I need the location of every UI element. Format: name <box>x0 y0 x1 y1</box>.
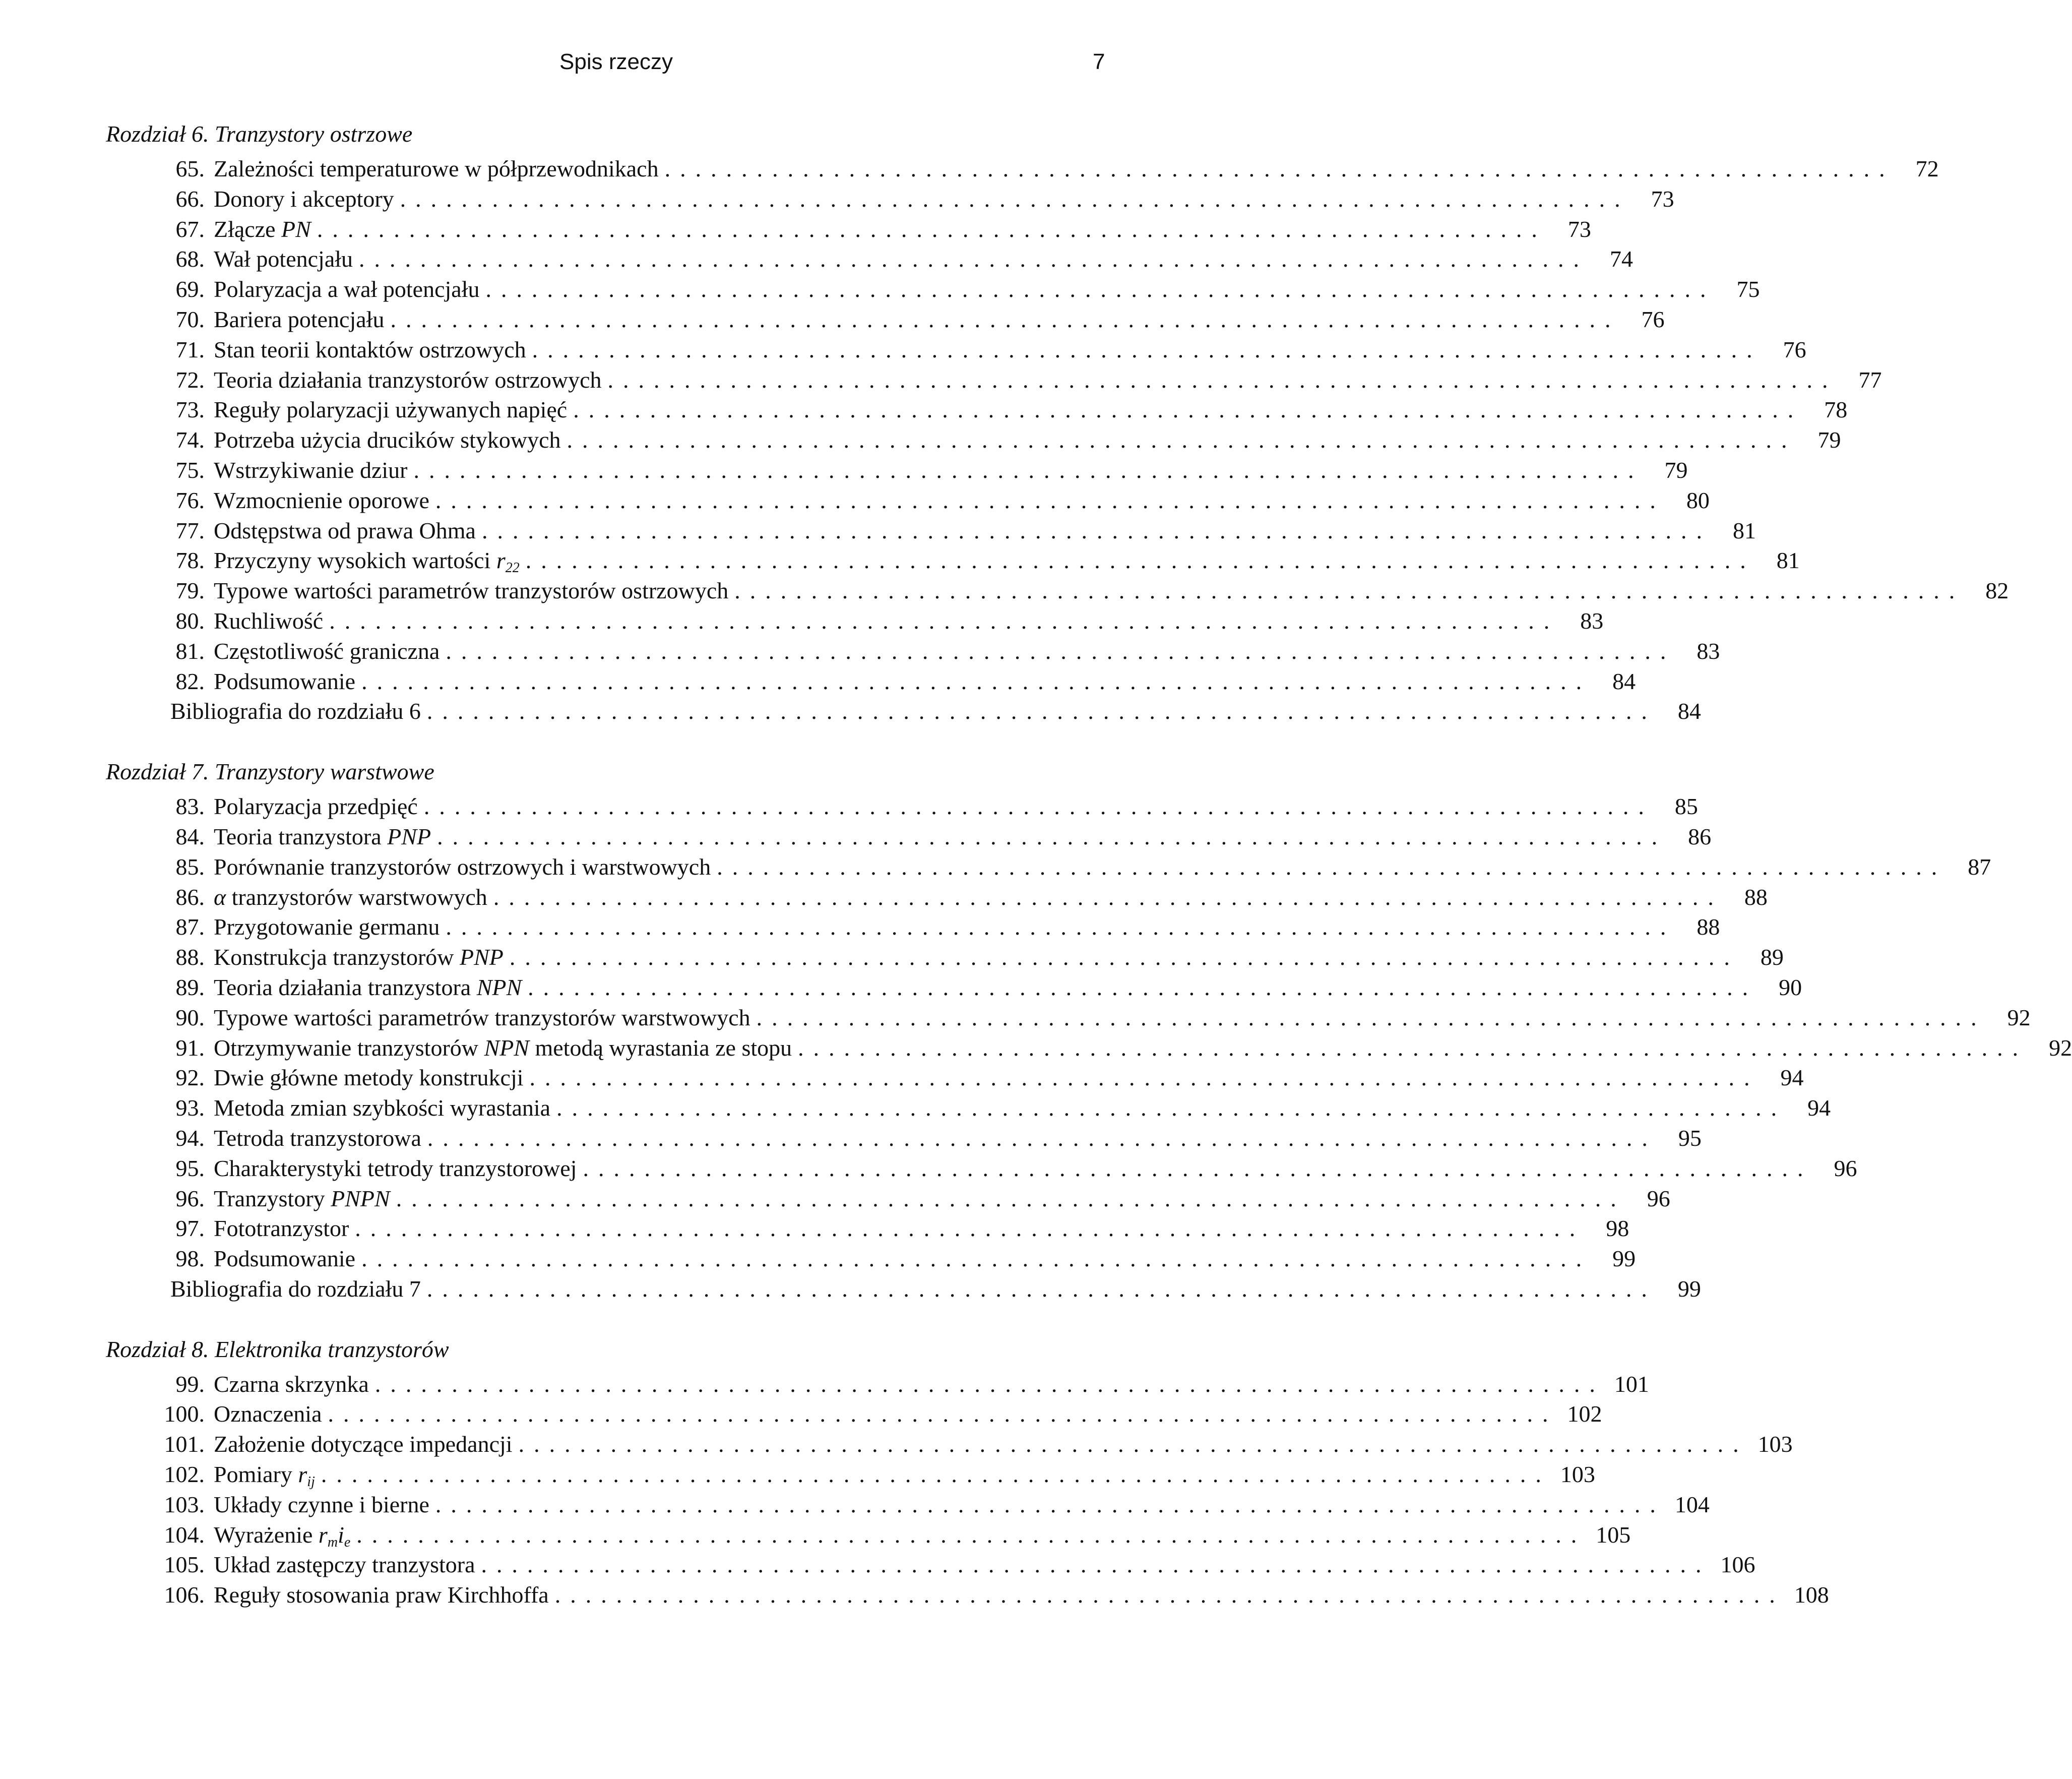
entry-page: 77 <box>1858 366 1882 393</box>
entry-title <box>214 942 504 972</box>
entry-number: 94. <box>175 1125 205 1151</box>
entry-page: 86 <box>1688 823 1712 849</box>
entry-page: 103 <box>1560 1461 1595 1488</box>
toc-entry[interactable] <box>101 1184 1670 1214</box>
entry-title <box>214 1063 524 1093</box>
entry-number: 90. <box>175 1004 205 1030</box>
entry-title-italic: PNP <box>460 944 504 970</box>
entry-title-text: tranzystorów warstwowych <box>226 884 487 910</box>
dot-leader: ................................................................................ <box>374 1371 1605 1397</box>
entry-page: 81 <box>1732 517 1756 543</box>
entry-title-text: metodą wyrastania ze stopu <box>529 1034 792 1061</box>
entry-number: 76. <box>175 487 205 513</box>
entry-title <box>214 1399 322 1429</box>
entry-page: 90 <box>1779 974 1802 1000</box>
dot-leader: ................................................................................ <box>423 793 1654 820</box>
entry-number: 66. <box>175 186 205 212</box>
dot-leader: ................................................................................ <box>446 914 1676 940</box>
dot-leader: ................................................................................ <box>435 487 1665 513</box>
toc-entry[interactable] <box>101 365 1882 395</box>
entry-number: 84. <box>175 823 205 849</box>
dot-leader: ................................................................................ <box>400 186 1630 212</box>
running-header-title: Spis rzeczy <box>559 49 673 74</box>
entry-title-subscript: e <box>344 1534 351 1550</box>
dot-leader: ................................................................................ <box>355 1215 1585 1242</box>
entry-number: 77. <box>175 517 205 543</box>
entry-number: 102. <box>164 1461 205 1488</box>
entry-title-text: Fototranzystor <box>214 1215 349 1242</box>
dot-leader: ................................................................................ <box>485 276 1716 302</box>
entry-title-text: Charakterystyki tetrody tranzystorowej <box>214 1155 577 1181</box>
entry-number: 89. <box>175 974 205 1000</box>
toc-entry[interactable] <box>101 1153 1857 1184</box>
entry-page: 73 <box>1651 186 1674 212</box>
entry-title-subscript: m <box>327 1534 338 1550</box>
entry-title <box>214 274 479 304</box>
entry-page: 88 <box>1744 884 1768 910</box>
entry-title-italic: PN <box>281 216 311 242</box>
entry-number: 98. <box>175 1246 205 1272</box>
entry-title-text: Reguły polaryzacji używanych napięć <box>214 397 568 423</box>
entry-number: 103. <box>164 1491 205 1517</box>
toc-entry[interactable] <box>101 1093 1831 1123</box>
dot-leader: ................................................................................ <box>329 607 1559 634</box>
dot-leader: ................................................................................ <box>717 853 1947 880</box>
entry-page: 103 <box>1757 1431 1793 1457</box>
entry-title-text: Konstrukcja tranzystorów <box>214 944 460 970</box>
entry-page: 94 <box>1780 1065 1804 1091</box>
dot-leader: ................................................................................ <box>427 1125 1657 1151</box>
entry-title-text: Porównanie tranzystorów ostrzowych i warstwowych <box>214 853 711 880</box>
toc-entry[interactable] <box>101 1123 1702 1153</box>
dot-leader: ................................................................................ <box>532 336 1762 362</box>
entry-number: 72. <box>175 366 205 393</box>
dot-leader: ................................................................................ <box>607 366 1838 393</box>
dot-leader: ................................................................................ <box>554 1582 1785 1608</box>
entry-number: 86. <box>175 884 205 910</box>
toc-entry[interactable] <box>101 1459 1595 1490</box>
toc-entry[interactable] <box>101 154 1939 184</box>
entry-title-text: Przygotowanie germanu <box>214 914 440 940</box>
entry-title-text: Tetroda tranzystorowa <box>214 1125 421 1151</box>
entry-page: 92 <box>2049 1034 2072 1061</box>
entry-page: 80 <box>1686 487 1710 513</box>
toc-entry[interactable] <box>101 184 1674 214</box>
entry-page: 76 <box>1783 336 1806 362</box>
entry-title-text: Teoria tranzystora <box>214 823 388 849</box>
entry-page: 72 <box>1915 156 1939 181</box>
entry-number: 79. <box>175 578 205 604</box>
entry-page: 79 <box>1817 427 1841 453</box>
entry-title <box>214 822 431 852</box>
entry-title-text: Dwie główne metody konstrukcji <box>214 1065 524 1091</box>
table-of-contents <box>101 114 2072 1610</box>
toc-entry[interactable] <box>101 425 1841 455</box>
entry-page: 81 <box>1776 547 1800 574</box>
entry-title <box>214 1580 549 1610</box>
toc-entry[interactable] <box>101 214 1591 244</box>
entry-number: 91. <box>175 1034 205 1061</box>
entry-page: 104 <box>1674 1491 1710 1517</box>
entry-title <box>170 1274 421 1304</box>
entry-page: 82 <box>1985 578 2009 604</box>
dot-leader: ................................................................................ <box>529 1065 1760 1091</box>
entry-page: 78 <box>1824 397 1848 423</box>
dot-leader: ................................................................................ <box>798 1034 2028 1061</box>
entry-title-text: Wstrzykiwanie dziur <box>214 457 408 483</box>
entry-title <box>214 244 353 274</box>
entry-page: 84 <box>1612 668 1636 694</box>
toc-entry[interactable] <box>101 304 1665 335</box>
entry-title <box>214 1153 577 1184</box>
toc-entry[interactable] <box>101 485 1710 516</box>
entry-title-italic: PNPN <box>331 1185 390 1211</box>
entry-title-text: Bibliografia do rozdziału 7 <box>170 1275 421 1302</box>
toc-entry[interactable] <box>101 576 2009 606</box>
dot-leader: ................................................................................ <box>356 1521 1587 1548</box>
toc-entry[interactable] <box>101 1244 1636 1274</box>
entry-title-italic: r <box>318 1521 328 1548</box>
entry-title <box>214 214 311 244</box>
entry-page: 106 <box>1720 1552 1755 1578</box>
dot-leader: ................................................................................ <box>361 668 1592 694</box>
chapter-heading: Rozdział 8. Elektronika tranzystorów <box>106 1336 449 1362</box>
entry-title-text: Bariera potencjału <box>214 306 385 332</box>
entry-title-text: Stan teorii kontaktów ostrzowych <box>214 336 526 362</box>
entry-number: 82. <box>175 668 205 694</box>
entry-number: 68. <box>175 246 205 272</box>
entry-title <box>214 1003 750 1033</box>
page-number: 7 <box>1093 49 1105 74</box>
entry-page: 92 <box>2007 1004 2031 1030</box>
entry-page: 101 <box>1614 1371 1649 1397</box>
dot-leader: ................................................................................ <box>321 1461 1551 1488</box>
dot-leader: ................................................................................ <box>573 397 1803 423</box>
toc-entry[interactable] <box>101 1490 1710 1520</box>
entry-number: 96. <box>175 1185 205 1211</box>
entry-title-text: Bibliografia do rozdziału 6 <box>170 698 421 724</box>
entry-title <box>214 1123 421 1153</box>
entry-title-text: Podsumowanie <box>214 1246 356 1272</box>
entry-page: 75 <box>1736 276 1760 302</box>
entry-number: 67. <box>175 216 205 242</box>
entry-title-subscript: ij <box>307 1474 315 1490</box>
toc-entry[interactable] <box>101 882 1768 912</box>
entry-number: 78. <box>175 547 205 574</box>
dot-leader: ................................................................................ <box>481 517 1712 543</box>
entry-number: 75. <box>175 457 205 483</box>
toc-entry[interactable] <box>101 1003 2031 1033</box>
entry-page: 96 <box>1834 1155 1857 1181</box>
dot-leader: ................................................................................ <box>435 1491 1665 1517</box>
entry-title-text: Układ zastępczy tranzystora <box>214 1552 475 1578</box>
toc-entry[interactable] <box>101 1369 1649 1399</box>
entry-number: 74. <box>175 427 205 453</box>
entry-title-text: Typowe wartości parametrów tranzystorów ostrzowych <box>214 578 729 604</box>
entry-page: 99 <box>1677 1275 1701 1302</box>
entry-title <box>214 852 711 882</box>
entry-title <box>214 1369 369 1399</box>
entry-title-text: Polaryzacja przedpięć <box>214 793 418 820</box>
entry-title-text: Odstępstwa od prawa Ohma <box>214 517 476 543</box>
dot-leader: ................................................................................ <box>317 216 1547 242</box>
entry-page: 76 <box>1641 306 1665 332</box>
entry-title <box>214 154 659 184</box>
entry-page: 95 <box>1678 1125 1702 1151</box>
dot-leader: ................................................................................ <box>493 884 1723 910</box>
toc-entry[interactable] <box>101 1213 1629 1244</box>
entry-title-text: Podsumowanie <box>214 668 356 694</box>
entry-number: 92. <box>175 1065 205 1091</box>
entry-title-text: Czarna skrzynka <box>214 1371 369 1397</box>
entry-title <box>214 972 522 1003</box>
toc-entry[interactable] <box>101 395 1848 425</box>
entry-title-text: Tranzystory <box>214 1185 331 1211</box>
entry-title <box>214 791 418 822</box>
entry-title <box>214 1184 390 1214</box>
bibliography-entry[interactable] <box>101 696 1701 726</box>
entry-number: 93. <box>175 1095 205 1121</box>
entry-title <box>214 1490 429 1520</box>
toc-entry[interactable] <box>101 1033 2072 1063</box>
entry-title-text: Reguły stosowania praw Kirchhoffa <box>214 1582 549 1608</box>
dot-leader: ................................................................................ <box>481 1552 1711 1578</box>
dot-leader: ................................................................................ <box>556 1095 1787 1121</box>
toc-entry[interactable] <box>101 516 1756 546</box>
entry-title-text: Donory i akceptory <box>214 186 394 212</box>
bibliography-entry[interactable] <box>101 1274 1701 1304</box>
entry-title-text: Otrzymywanie tranzystorów <box>214 1034 484 1061</box>
entry-title-text: Ruchliwość <box>214 607 324 634</box>
dot-leader: ................................................................................ <box>446 638 1676 664</box>
entry-page: 94 <box>1807 1095 1831 1121</box>
entry-title <box>214 912 439 942</box>
entry-title-text: Przyczyny wysokich wartości <box>214 547 496 574</box>
entry-title <box>214 304 384 335</box>
dot-leader: ................................................................................ <box>756 1004 1986 1030</box>
entry-page: 89 <box>1760 944 1784 970</box>
entry-title-italic: r <box>298 1461 307 1488</box>
entry-title <box>214 1244 355 1274</box>
entry-title-italic: α <box>214 884 226 910</box>
entry-number: 83. <box>175 793 205 820</box>
toc-entry[interactable] <box>101 274 1760 304</box>
dot-leader: ................................................................................ <box>528 974 1758 1000</box>
dot-leader: ................................................................................ <box>390 306 1620 332</box>
entry-title <box>214 485 429 516</box>
dot-leader: ................................................................................ <box>413 457 1644 483</box>
dot-leader: ................................................................................ <box>426 1275 1657 1302</box>
toc-entry[interactable] <box>101 791 1698 822</box>
entry-title-italic: NPN <box>484 1034 529 1061</box>
entry-page: 87 <box>1968 853 1991 880</box>
entry-title <box>214 516 476 546</box>
dot-leader: ................................................................................ <box>525 547 1755 574</box>
entry-title <box>214 455 407 485</box>
entry-title <box>214 666 355 697</box>
toc-entry[interactable] <box>101 1399 1602 1429</box>
entry-title-italic: i <box>338 1521 344 1548</box>
entry-title-italic: NPN <box>476 974 522 1000</box>
chapter-heading: Rozdział 6. Tranzystory ostrzowe <box>106 121 413 147</box>
toc-entry[interactable] <box>101 666 1636 697</box>
toc-entry[interactable] <box>101 822 1712 852</box>
entry-title <box>214 1033 792 1063</box>
entry-title-text: Teoria działania tranzystorów ostrzowych <box>214 366 602 393</box>
entry-title <box>214 395 567 425</box>
entry-title <box>214 882 487 912</box>
dot-leader: ................................................................................ <box>437 823 1667 849</box>
entry-title <box>214 425 561 455</box>
entry-page: 79 <box>1664 457 1688 483</box>
entry-title-text: Założenie dotyczące impedancji <box>214 1431 513 1457</box>
entry-number: 101. <box>164 1431 205 1457</box>
toc-entry[interactable] <box>101 852 1991 882</box>
entry-title-text: Układy czynne i bierne <box>214 1491 429 1517</box>
toc-entry[interactable] <box>101 1520 1631 1550</box>
entry-title-text: Oznaczenia <box>214 1401 322 1427</box>
entry-title-italic: r <box>496 547 506 574</box>
entry-number: 70. <box>175 306 205 332</box>
entry-title-text: Pomiary <box>214 1461 298 1488</box>
entry-page: 73 <box>1567 216 1591 242</box>
entry-title <box>214 1213 349 1244</box>
dot-leader: ................................................................................ <box>361 1246 1592 1272</box>
entry-number: 65. <box>175 156 205 181</box>
dot-leader: ................................................................................ <box>664 156 1895 181</box>
toc-entry[interactable] <box>101 606 1604 636</box>
entry-title-text: Potrzeba użycia drucików stykowych <box>214 427 561 453</box>
entry-page: 108 <box>1794 1582 1829 1608</box>
toc-entry[interactable] <box>101 545 1800 576</box>
entry-title-subscript: 22 <box>505 560 520 576</box>
entry-page: 96 <box>1647 1185 1670 1211</box>
entry-page: 98 <box>1606 1215 1629 1242</box>
entry-title <box>214 606 323 636</box>
entry-title <box>214 365 602 395</box>
entry-title-text: Wzmocnienie oporowe <box>214 487 429 513</box>
entry-page: 83 <box>1580 607 1604 634</box>
entry-title <box>214 636 439 666</box>
toc-entry[interactable] <box>101 455 1688 485</box>
entry-title <box>214 1550 475 1580</box>
entry-page: 74 <box>1610 246 1634 272</box>
toc-entry[interactable] <box>101 1429 1793 1459</box>
entry-title-text: Typowe wartości parametrów tranzystorów warstwowych <box>214 1004 750 1030</box>
entry-title <box>214 1093 550 1123</box>
entry-page: 85 <box>1674 793 1698 820</box>
entry-title-text: Wał potencjału <box>214 246 353 272</box>
entry-title <box>214 335 526 365</box>
entry-number: 69. <box>175 276 205 302</box>
entry-page: 83 <box>1697 638 1720 664</box>
entry-title-text: Metoda zmian szybkości wyrastania <box>214 1095 551 1121</box>
dot-leader: ................................................................................ <box>734 578 1965 604</box>
entry-title <box>170 696 421 726</box>
entry-number: 99. <box>175 1371 205 1397</box>
entry-page: 102 <box>1567 1401 1602 1427</box>
entry-title-text: Teoria działania tranzystora <box>214 974 477 1000</box>
entry-title <box>214 184 394 214</box>
dot-leader: ................................................................................ <box>426 698 1657 724</box>
dot-leader: ................................................................................ <box>567 427 1797 453</box>
entry-number: 100. <box>164 1401 205 1427</box>
toc-entry[interactable] <box>101 912 1720 942</box>
dot-leader: ................................................................................ <box>396 1185 1626 1211</box>
entry-number: 97. <box>175 1215 205 1242</box>
entry-title-text: Wyrażenie <box>214 1521 319 1548</box>
entry-number: 87. <box>175 914 205 940</box>
entry-number: 71. <box>175 336 205 362</box>
entry-page: 84 <box>1677 698 1701 724</box>
entry-title-text: Częstotliwość graniczna <box>214 638 440 664</box>
toc-entry[interactable] <box>101 972 1802 1003</box>
toc-entry[interactable] <box>101 942 1784 972</box>
entry-number: 81. <box>175 638 205 664</box>
entry-number: 88. <box>175 944 205 970</box>
entry-number: 73. <box>175 397 205 423</box>
toc-entry[interactable] <box>101 244 1634 274</box>
toc-entry[interactable] <box>101 1063 1804 1093</box>
entry-page: 105 <box>1596 1521 1631 1548</box>
entry-title <box>214 576 728 606</box>
toc-entry[interactable] <box>101 1580 1829 1610</box>
entry-title <box>214 1429 513 1459</box>
dot-leader: ................................................................................ <box>518 1431 1748 1457</box>
entry-page: 99 <box>1612 1246 1636 1272</box>
toc-entry[interactable] <box>101 1550 1755 1580</box>
dot-leader: ................................................................................ <box>328 1401 1558 1427</box>
entry-number: 105. <box>164 1552 205 1578</box>
dot-leader: ................................................................................ <box>509 944 1739 970</box>
entry-number: 80. <box>175 607 205 634</box>
entry-number: 95. <box>175 1155 205 1181</box>
entry-number: 85. <box>175 853 205 880</box>
entry-number: 104. <box>164 1521 205 1548</box>
entry-title-italic: PNP <box>387 823 431 849</box>
entry-title-text: Polaryzacja a wał potencjału <box>214 276 480 302</box>
entry-title-text: Złącze <box>214 216 282 242</box>
dot-leader: ................................................................................ <box>583 1155 1813 1181</box>
chapter-heading: Rozdział 7. Tranzystory warstwowe <box>106 759 434 785</box>
toc-entry[interactable] <box>101 335 1806 365</box>
entry-page: 88 <box>1697 914 1720 940</box>
entry-number: 106. <box>164 1582 205 1608</box>
toc-entry[interactable] <box>101 636 1720 666</box>
entry-title-text: Zależności temperaturowe w półprzewodnikach <box>214 156 659 181</box>
dot-leader: ................................................................................ <box>359 246 1589 272</box>
